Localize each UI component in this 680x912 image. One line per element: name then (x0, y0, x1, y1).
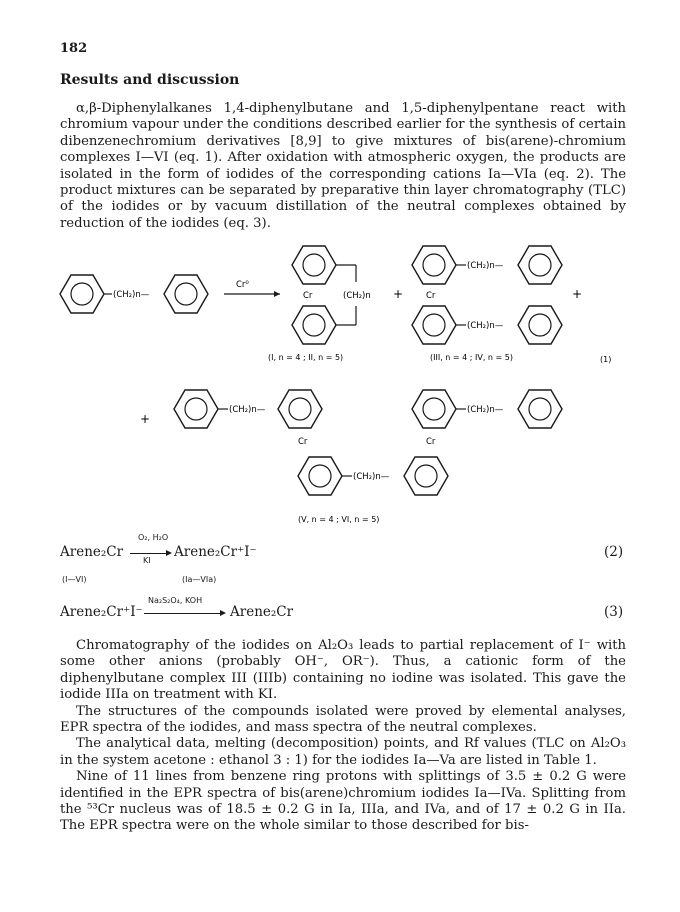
chain-label: (CH₂)n— (467, 405, 504, 415)
reagent-label: Cr⁰ (236, 280, 249, 290)
cr-label: Cr (426, 437, 436, 447)
eq3-number: (3) (604, 604, 624, 620)
compound-label-V-VI: (V, n = 4 ; VI, n = 5) (298, 515, 380, 524)
eq2-condition-over: O₂, H₂O (138, 533, 169, 542)
benzene-ring (60, 275, 104, 313)
plus-sign: + (393, 287, 404, 301)
chain-label: (CH₂)n— (467, 321, 504, 331)
chain-label: (CH₂)n— (353, 472, 390, 482)
eq2-left-label: (I—VI) (62, 575, 87, 584)
chain-label: (CH₂)n (343, 291, 371, 301)
cr-label: Cr (426, 291, 436, 301)
eq2-condition-under: KI (143, 556, 151, 565)
chain-label: (CH₂)n— (467, 261, 504, 271)
body-text (60, 638, 626, 835)
cr-label: Cr (303, 291, 313, 301)
benzene-ring (404, 457, 448, 495)
benzene-ring (518, 246, 562, 284)
benzene-ring (292, 246, 336, 284)
arrow-head-icon (220, 610, 226, 616)
eq2-number: (2) (604, 544, 624, 560)
benzene-ring (518, 390, 562, 428)
eq2-right-label: (Ia—VIa) (182, 575, 217, 584)
chain-label: (CH₂)n— (113, 290, 150, 300)
intro-paragraph: α,β-Diphenylalkanes 1,4-diphenylbutane and 1,5-diphenylpentane react with chromium vapour under the conditions described earlier for the synthesis of certain dibenzenechromium derivatives [8,9] to give mixtures of bis(arene)-chromium complexes I—VI (eq. 1). After oxidation with atmospheric oxygen, the products are isolated in the form of iodides of the corresponding cations Ia—VIa (eq. 2). The product mixtures can be separated by preparative thin layer chromatography (TLC) of the iodides or by vacuum distillation of the neutral complexes obtained by reduction of the iodides (eq. 3). (60, 101, 626, 231)
cr-label: Cr (298, 437, 308, 447)
body-paragraph: Chromatography of the iodides on Al₂O₃ leads to partial replacement of I⁻ with some other anions (probably OH⁻, OR⁻). Thus, a cationic form of the diphenylbutane complex III (IIIb) containing no iodine was isolated. This gave the iodide IIIa on treatment with KI. (60, 638, 626, 703)
eq3-right: Arene₂Cr (230, 604, 294, 620)
plus-sign: + (572, 287, 583, 301)
section-heading: Results and discussion (60, 72, 240, 88)
benzene-ring (412, 306, 456, 344)
benzene-ring (278, 390, 322, 428)
body-paragraph: The structures of the compounds isolated were proved by elemental analyses, EPR spectra of the iodides, and mass spectra of the neutral complexes. (60, 703, 626, 736)
body-paragraph: Nine of 11 lines from benzene ring protons with splittings of 3.5 ± 0.2 G were identified in the EPR spectra of bis(arene)chromium iodides Ia—IVa. Splitting from the ⁵³Cr nucleus was of 18.5 ± 0.2 G in Ia, IIIa, and IVa, and of 17 ± 0.2 G in IIa. The EPR spectra were on the whole similar to those described for bis- (60, 769, 626, 834)
reaction-arrow (144, 613, 224, 614)
eq2-left: Arene₂Cr (60, 544, 124, 560)
benzene-ring (164, 275, 208, 313)
reaction-arrow (130, 553, 170, 554)
eq2-right: Arene₂Cr⁺I⁻ (174, 544, 257, 560)
compound-label-III-IV: (III, n = 4 ; IV, n = 5) (430, 353, 514, 362)
arrow-head-icon (166, 550, 172, 556)
plus-sign: + (140, 412, 151, 426)
benzene-ring (292, 306, 336, 344)
reaction-scheme-eq1 (0, 240, 680, 530)
benzene-ring (518, 306, 562, 344)
page-number: 182 (60, 41, 88, 56)
eq3-condition-over: Na₂S₂O₄, KOH (148, 596, 203, 605)
equation-number: (1) (600, 355, 612, 364)
benzene-ring (174, 390, 218, 428)
benzene-ring (412, 246, 456, 284)
eq3-left: Arene₂Cr⁺I⁻ (60, 604, 143, 620)
compound-label-I-II: (I, n = 4 ; II, n = 5) (268, 353, 344, 362)
benzene-ring (412, 390, 456, 428)
benzene-ring (298, 457, 342, 495)
chain-label: (CH₂)n— (229, 405, 266, 415)
body-paragraph: The analytical data, melting (decomposition) points, and Rf values (TLC on Al₂O₃ in the system acetone : ethanol 3 : 1) for the iodides Ia—Va are listed in Table 1. (60, 736, 626, 768)
